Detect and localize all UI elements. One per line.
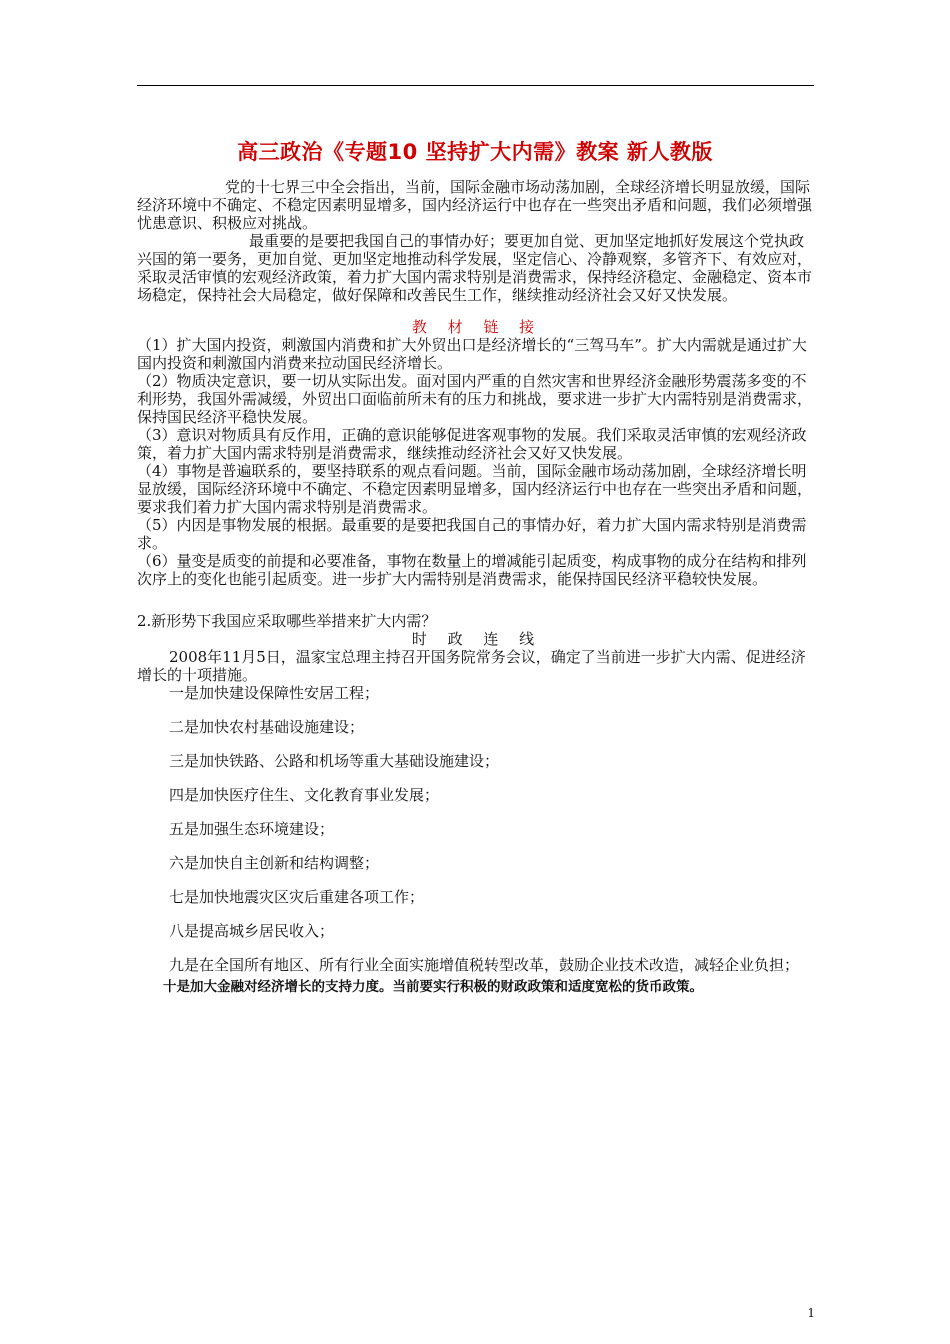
question: 2.新形势下我国应采取哪些举措来扩大内需？ (137, 612, 437, 630)
measure-6: 六是加快自主创新和结构调整； (169, 854, 380, 872)
textbook-point-3: （3）意识对物质具有反作用，正确的意识能够促进客观事物的发展。我们采取灵活审慎的宏观经济政策，着力扩大国内需求特别是消费需求，继续推动经济社会又好又快发展。 (137, 426, 807, 462)
textbook-point-5: （5）内因是事物发展的根据。最重要的是要把我国自己的事情办好，着力扩大国内需求特别是消费需求。 (137, 516, 807, 552)
measure-3: 三是加快铁路、公路和机场等重大基础设施建设； (169, 752, 500, 770)
textbook-point-4: （4）事物是普遍联系的，要坚持联系的观点看问题。当前，国际金融市场动荡加剧，全球经济增长明显放缓，国际经济环境中不确定、不稳定因素明显增多，国内经济运行中也存在一些突出矛盾和问题，要求我们着力扩大国内需求特别是消费需求。 (137, 462, 813, 516)
page-title: 高三政治《专题10 坚持扩大内需》教案 新人教版 (237, 140, 713, 164)
measure-4: 四是加快医疗住生、文化教育事业发展； (169, 786, 440, 804)
textbook-point-1: （1）扩大国内投资，刺激国内消费和扩大外贸出口是经济增长的“三驾马车”。扩大内需就是通过扩大国内投资和刺激国内消费来拉动国民经济增长。 (137, 336, 807, 372)
measure-5: 五是加强生态环境建设； (169, 820, 335, 838)
measure-1: 一是加快建设保障性安居工程； (169, 684, 380, 702)
textbook-point-6: （6）量变是质变的前提和必要准备，事物在数量上的增减能引起质变，构成事物的成分在结构和排列次序上的变化也能引起质变。进一步扩大内需特别是消费需求，能保持国民经济平稳较快发展。 (137, 552, 807, 588)
current-affairs-heading: 时 政 连 线 (411, 630, 543, 648)
measure-7: 七是加快地震灾区灾后重建各项工作； (169, 888, 425, 906)
header-rule (137, 85, 814, 86)
measure-9: 九是在全国所有地区、所有行业全面实施增值税转型改革，鼓励企业技术改造，减轻企业负担； (169, 956, 800, 974)
textbook-point-2: （2）物质决定意识，要一切从实际出发。面对国内严重的自然灾害和世界经济金融形势震荡多变的不利形势，我国外需减缓，外贸出口面临前所未有的压力和挑战，要求进一步扩大内需特别是消费需求，保持国民经济平稳快发展。 (137, 372, 813, 426)
intro-paragraph-1: 党的十七界三中全会指出，当前，国际金融市场动荡加剧，全球经济增长明显放缓，国际经济环境中不确定、不稳定因素明显增多，国内经济运行中也存在一些突出矛盾和问题，我们必须增强忧患意识、积极应对挑战。 (137, 178, 813, 232)
measure-8: 八是提高城乡居民收入； (169, 922, 335, 940)
current-affairs-lead: 2008年11月5日，温家宝总理主持召开国务院常务会议，确定了当前进一步扩大内需、促进经济增长的十项措施。 (137, 648, 806, 684)
measure-2: 二是加快农村基础设施建设； (169, 718, 365, 736)
textbook-link-heading: 教 材 链 接 (411, 318, 543, 336)
intro-paragraph-2: 最重要的是要把我国自己的事情办好；要更加自觉、更加坚定地抓好发展这个党执政兴国的第一要务，更加自觉、更加坚定地推动科学发展，坚定信心、冷静观察，多管齐下、有效应对，采取灵活审慎的宏观经济政策，着力扩大国内需求特别是消费需求，保持经济稳定、金融稳定、资本市场稳定，保持社会大局稳定，做好保障和改善民生工作，继续推动经济社会又好又快发展。 (137, 232, 813, 304)
measure-10: 十是加大金融对经济增长的支持力度。当前要实行积极的财政政策和适度宽松的货币政策。 (163, 979, 703, 995)
document-body (137, 178, 817, 998)
page-number: 1 (807, 1306, 815, 1320)
